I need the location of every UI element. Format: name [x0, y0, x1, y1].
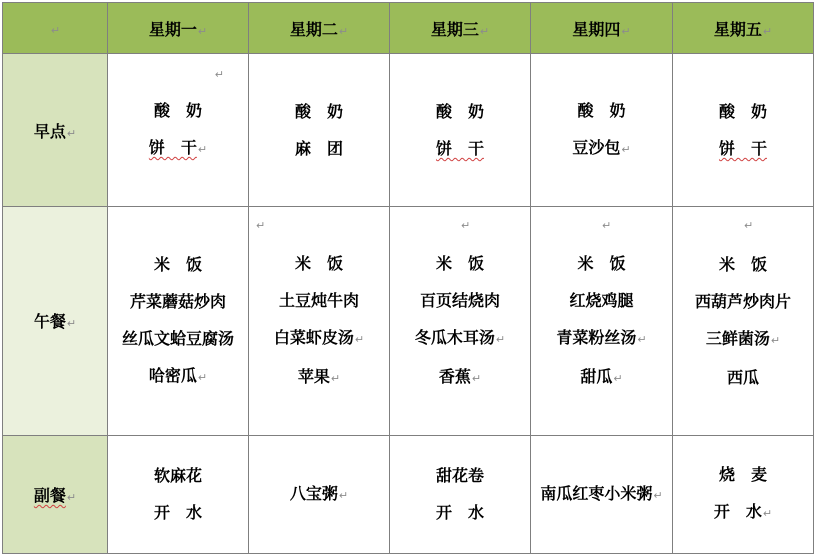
menu-cell	[390, 435, 531, 553]
row-header-lunch	[3, 206, 108, 435]
menu-item: 酸 奶	[153, 101, 202, 121]
menu-item: 饼 干↵	[148, 138, 208, 158]
meal-label: 副餐	[33, 485, 66, 505]
paragraph-mark-icon: ↵	[495, 332, 506, 346]
paragraph-mark-icon: ↵	[653, 488, 663, 502]
menu-cell	[531, 435, 673, 553]
menu-item: 青菜粉丝汤↵	[556, 327, 647, 347]
paragraph-mark-icon: ↵	[197, 370, 208, 384]
paragraph-mark-icon: ↵	[66, 490, 77, 504]
menu-item: 酸 奶	[577, 101, 626, 121]
menu-cell	[249, 54, 390, 206]
day-header-wed	[390, 3, 531, 54]
menu-item: 土豆炖牛肉	[278, 290, 359, 310]
header-row	[3, 3, 814, 54]
menu-item: 甜花卷	[435, 466, 484, 486]
menu-item: 酸 奶	[718, 102, 767, 122]
day-label: 星期三	[430, 19, 479, 39]
menu-item: 开 水	[153, 503, 202, 523]
menu-cell	[249, 435, 390, 553]
day-header-mon	[108, 3, 249, 54]
corner-cell	[3, 3, 108, 54]
menu-item: 开 水	[435, 503, 484, 523]
paragraph-mark-icon: ↵	[66, 317, 77, 331]
menu-cell	[249, 206, 390, 435]
menu-item: 八宝粥↵	[289, 483, 349, 503]
menu-item: 米 饭	[435, 253, 484, 273]
menu-item: 百页结烧肉	[419, 290, 500, 310]
paragraph-mark-icon: ↵	[762, 24, 773, 38]
menu-item: 烧 麦	[718, 465, 767, 485]
paragraph-mark-icon: ↵	[354, 332, 365, 346]
paragraph-mark-icon: ↵	[214, 68, 224, 82]
paragraph-mark-icon: ↵	[613, 371, 623, 385]
paragraph-mark-icon: ↵	[338, 488, 349, 502]
paragraph-mark-icon: ↵	[621, 143, 631, 157]
paragraph-mark-icon: ↵	[256, 218, 266, 232]
menu-item: 米 饭	[577, 253, 626, 273]
paragraph-mark-icon: ↵	[197, 143, 208, 157]
menu-item: 米 饭	[153, 254, 202, 274]
paragraph-mark-icon: ↵	[744, 218, 754, 232]
menu-item: 开 水↵	[713, 502, 773, 522]
row-header-breakfast	[3, 54, 108, 206]
paragraph-mark-icon: ↵	[461, 218, 471, 232]
day-label: 星期四	[572, 19, 621, 39]
menu-cell	[108, 206, 249, 435]
menu-item: 三鲜菌汤↵	[705, 328, 781, 348]
menu-item: 甜瓜↵	[580, 366, 623, 386]
menu-item: 西葫芦炒肉片	[694, 291, 791, 311]
meal-label: 午餐	[33, 312, 66, 332]
day-label: 星期五	[713, 19, 762, 39]
menu-item: 饼 干	[718, 139, 767, 159]
meal-label: 早点	[33, 121, 66, 141]
paragraph-mark-icon: ↵	[471, 371, 482, 385]
menu-cell	[673, 206, 814, 435]
menu-cell	[531, 54, 673, 206]
lunch-row	[3, 206, 814, 435]
paragraph-mark-icon: ↵	[770, 333, 781, 347]
menu-item: 丝瓜文蛤豆腐汤	[121, 328, 234, 348]
menu-cell	[390, 54, 531, 206]
menu-item: 白菜虾皮汤↵	[273, 327, 365, 347]
menu-item: 芹菜蘑菇炒肉	[129, 291, 226, 311]
weekly-menu-table	[2, 2, 814, 554]
menu-cell	[531, 206, 673, 435]
menu-item: 哈密瓜↵	[148, 365, 208, 385]
day-header-thu	[531, 3, 673, 54]
snack-row	[3, 435, 814, 553]
paragraph-mark-icon: ↵	[197, 24, 208, 38]
menu-item: 豆沙包↵	[572, 138, 631, 158]
paragraph-mark-icon: ↵	[637, 332, 647, 346]
menu-item: 苹果↵	[297, 366, 341, 386]
menu-cell	[108, 435, 249, 553]
menu-item: 南瓜红枣小米粥↵	[540, 483, 663, 503]
menu-item: 西瓜	[726, 367, 759, 387]
day-header-fri	[673, 3, 814, 54]
menu-item: 饼 干	[435, 139, 484, 159]
day-label: 星期一	[148, 19, 197, 39]
paragraph-mark-icon: ↵	[602, 218, 612, 232]
paragraph-mark-icon: ↵	[50, 23, 61, 37]
breakfast-row	[3, 54, 814, 206]
paragraph-mark-icon: ↵	[338, 24, 349, 38]
menu-item: 软麻花	[153, 466, 202, 486]
paragraph-mark-icon: ↵	[621, 24, 631, 38]
menu-item: 冬瓜木耳汤↵	[414, 327, 506, 347]
menu-cell	[390, 206, 531, 435]
paragraph-mark-icon: ↵	[330, 371, 341, 385]
day-label: 星期二	[289, 19, 338, 39]
menu-cell	[673, 54, 814, 206]
menu-item: 香蕉↵	[438, 366, 482, 386]
menu-item: 酸 奶	[294, 102, 343, 122]
row-header-snack	[3, 435, 108, 553]
menu-cell	[673, 435, 814, 553]
paragraph-mark-icon: ↵	[66, 126, 77, 140]
menu-item: 红烧鸡腿	[569, 290, 634, 310]
menu-item: 酸 奶	[435, 102, 484, 122]
menu-cell	[108, 54, 249, 206]
menu-item: 麻 团	[294, 139, 343, 159]
menu-item: 米 饭	[718, 254, 767, 274]
menu-item: 米 饭	[294, 253, 343, 273]
paragraph-mark-icon: ↵	[479, 24, 490, 38]
paragraph-mark-icon: ↵	[762, 507, 773, 521]
day-header-tue	[249, 3, 390, 54]
